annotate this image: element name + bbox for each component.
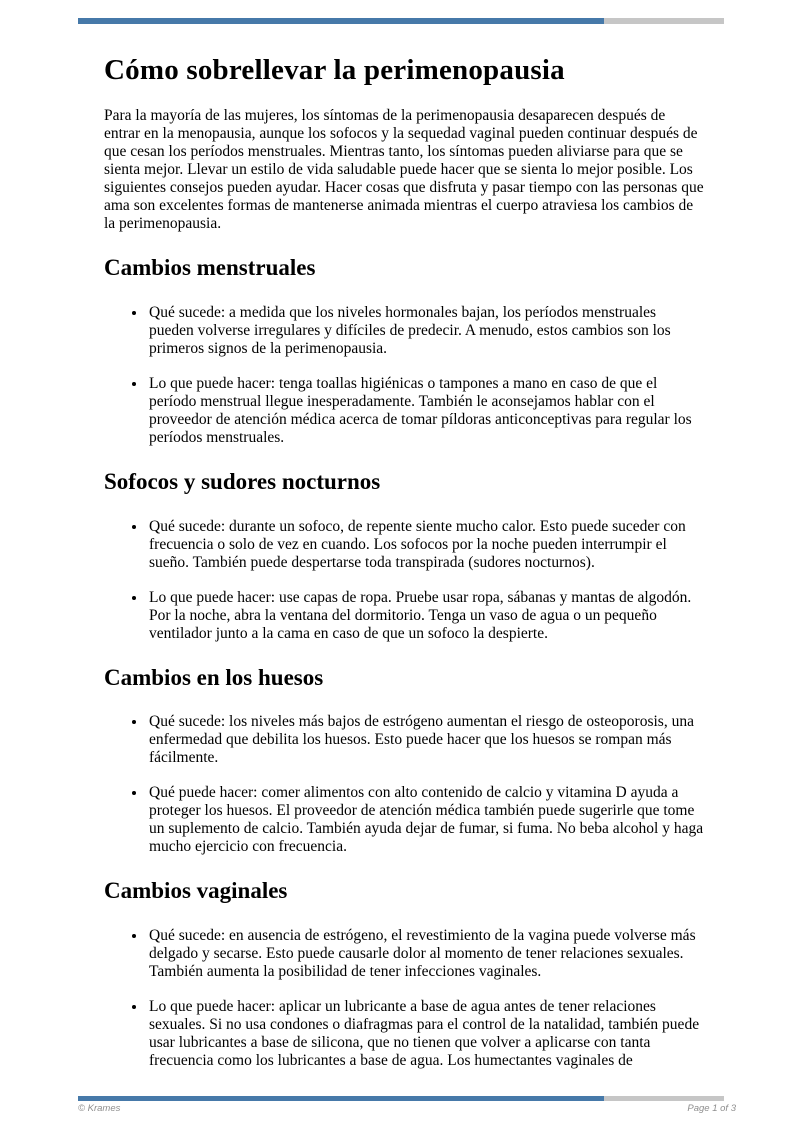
- page-number: Page 1 of 3: [687, 1103, 736, 1114]
- copyright-text: © Krames: [78, 1103, 121, 1114]
- section-heading: Cambios en los huesos: [104, 664, 324, 690]
- section-heading: Sofocos y sudores nocturnos: [104, 468, 381, 494]
- bullet-item: • Lo que puede hacer: tenga toallas higiénicas o tampones a mano en caso de que el período menstrual llegue inesperadamente. También le aconsejamos hablar con el proveedor de atención médica acerca de tomar píldoras anticonceptivas para regular los períodos menstruales.: [147, 375, 704, 447]
- bullet-list: [104, 713, 704, 856]
- bullet-list: [104, 927, 704, 1070]
- footer-rule: [78, 1096, 724, 1101]
- bullet-item: • Qué puede hacer: comer alimentos con alto contenido de calcio y vitamina D ayuda a proteger los huesos. El proveedor de atención médica también puede sugerirle que tome un suplemento de calcio. También ayuda dejar de fumar, si fuma. No beba alcohol y haga mucho ejercicio con frecuencia.: [147, 784, 704, 856]
- section-cambios-en-los-huesos: [104, 664, 704, 857]
- section-sofocos-y-sudores-nocturnos: [104, 468, 704, 643]
- page-footer: [78, 1103, 736, 1114]
- bullet-item: • Qué sucede: durante un sofoco, de repente siente mucho calor. Esto puede suceder con frecuencia o solo de vez en cuando. Los sofocos por la noche pueden interrumpir el sueño. También puede despertarse toda transpirada (sudores nocturnos).: [147, 518, 704, 572]
- page-title: Cómo sobrellevar la perimenopausia: [104, 54, 565, 86]
- bullet-item: • Lo que puede hacer: use capas de ropa. Pruebe usar ropa, sábanas y mantas de algodón. Por la noche, abra la ventana del dormitorio. Tenga un vaso de agua o un pequeño ventilador junto a la cama en caso de que un sofoco la despierte.: [147, 589, 704, 643]
- bullet-list: [104, 518, 704, 643]
- bullet-item: • Qué sucede: los niveles más bajos de estrógeno aumentan el riesgo de osteoporosis, una enfermedad que debilita los huesos. Esto puede hacer que los huesos se rompan más fácilmente.: [147, 713, 704, 767]
- footer-rule-blue-segment: [78, 1096, 604, 1101]
- document-body: [104, 0, 704, 1070]
- section-heading: Cambios menstruales: [104, 255, 316, 281]
- bullet-list: [104, 304, 704, 447]
- bullet-item: • Qué sucede: a medida que los niveles hormonales bajan, los períodos menstruales pueden volverse irregulares y difíciles de predecir. A menudo, estos cambios son los primeros signos de la perimenopausia.: [147, 304, 704, 358]
- intro-paragraph: Para la mayoría de las mujeres, los síntomas de la perimenopausia desaparecen después de entrar en la menopausia, aunque los sofocos y la sequedad vaginal pueden continuar después de que cesan los períodos menstruales. Mientras tanto, los síntomas pueden aliviarse para que se sienta mejor. Llevar un estilo de vida saludable puede hacer que se sienta lo mejor posible. Los siguientes consejos pueden ayudar. Hacer cosas que disfruta y pasar tiempo con las personas que ama son excelentes formas de mantenerse animada mientras el cuerpo atraviesa los cambios de la perimenopausia.: [104, 107, 704, 233]
- section-cambios-menstruales: [104, 254, 704, 447]
- footer-rule-gray-segment: [604, 1096, 724, 1101]
- section-heading: Cambios vaginales: [104, 878, 288, 904]
- bullet-item: • Qué sucede: en ausencia de estrógeno, el revestimiento de la vagina puede volverse más delgado y secarse. Esto puede causarle dolor al momento de tener relaciones sexuales. También aumenta la posibilidad de tener infecciones vaginales.: [147, 927, 704, 981]
- bullet-item: • Lo que puede hacer: aplicar un lubricante a base de agua antes de tener relaciones sexuales. Si no usa condones o diafragmas para el control de la natalidad, también puede usar lubricantes a base de silicona, que no tienen que volver a aplicarse con tanta frecuencia como los lubricantes a base de agua. Los humectantes vaginales de: [147, 998, 704, 1070]
- section-cambios-vaginales: [104, 877, 704, 1070]
